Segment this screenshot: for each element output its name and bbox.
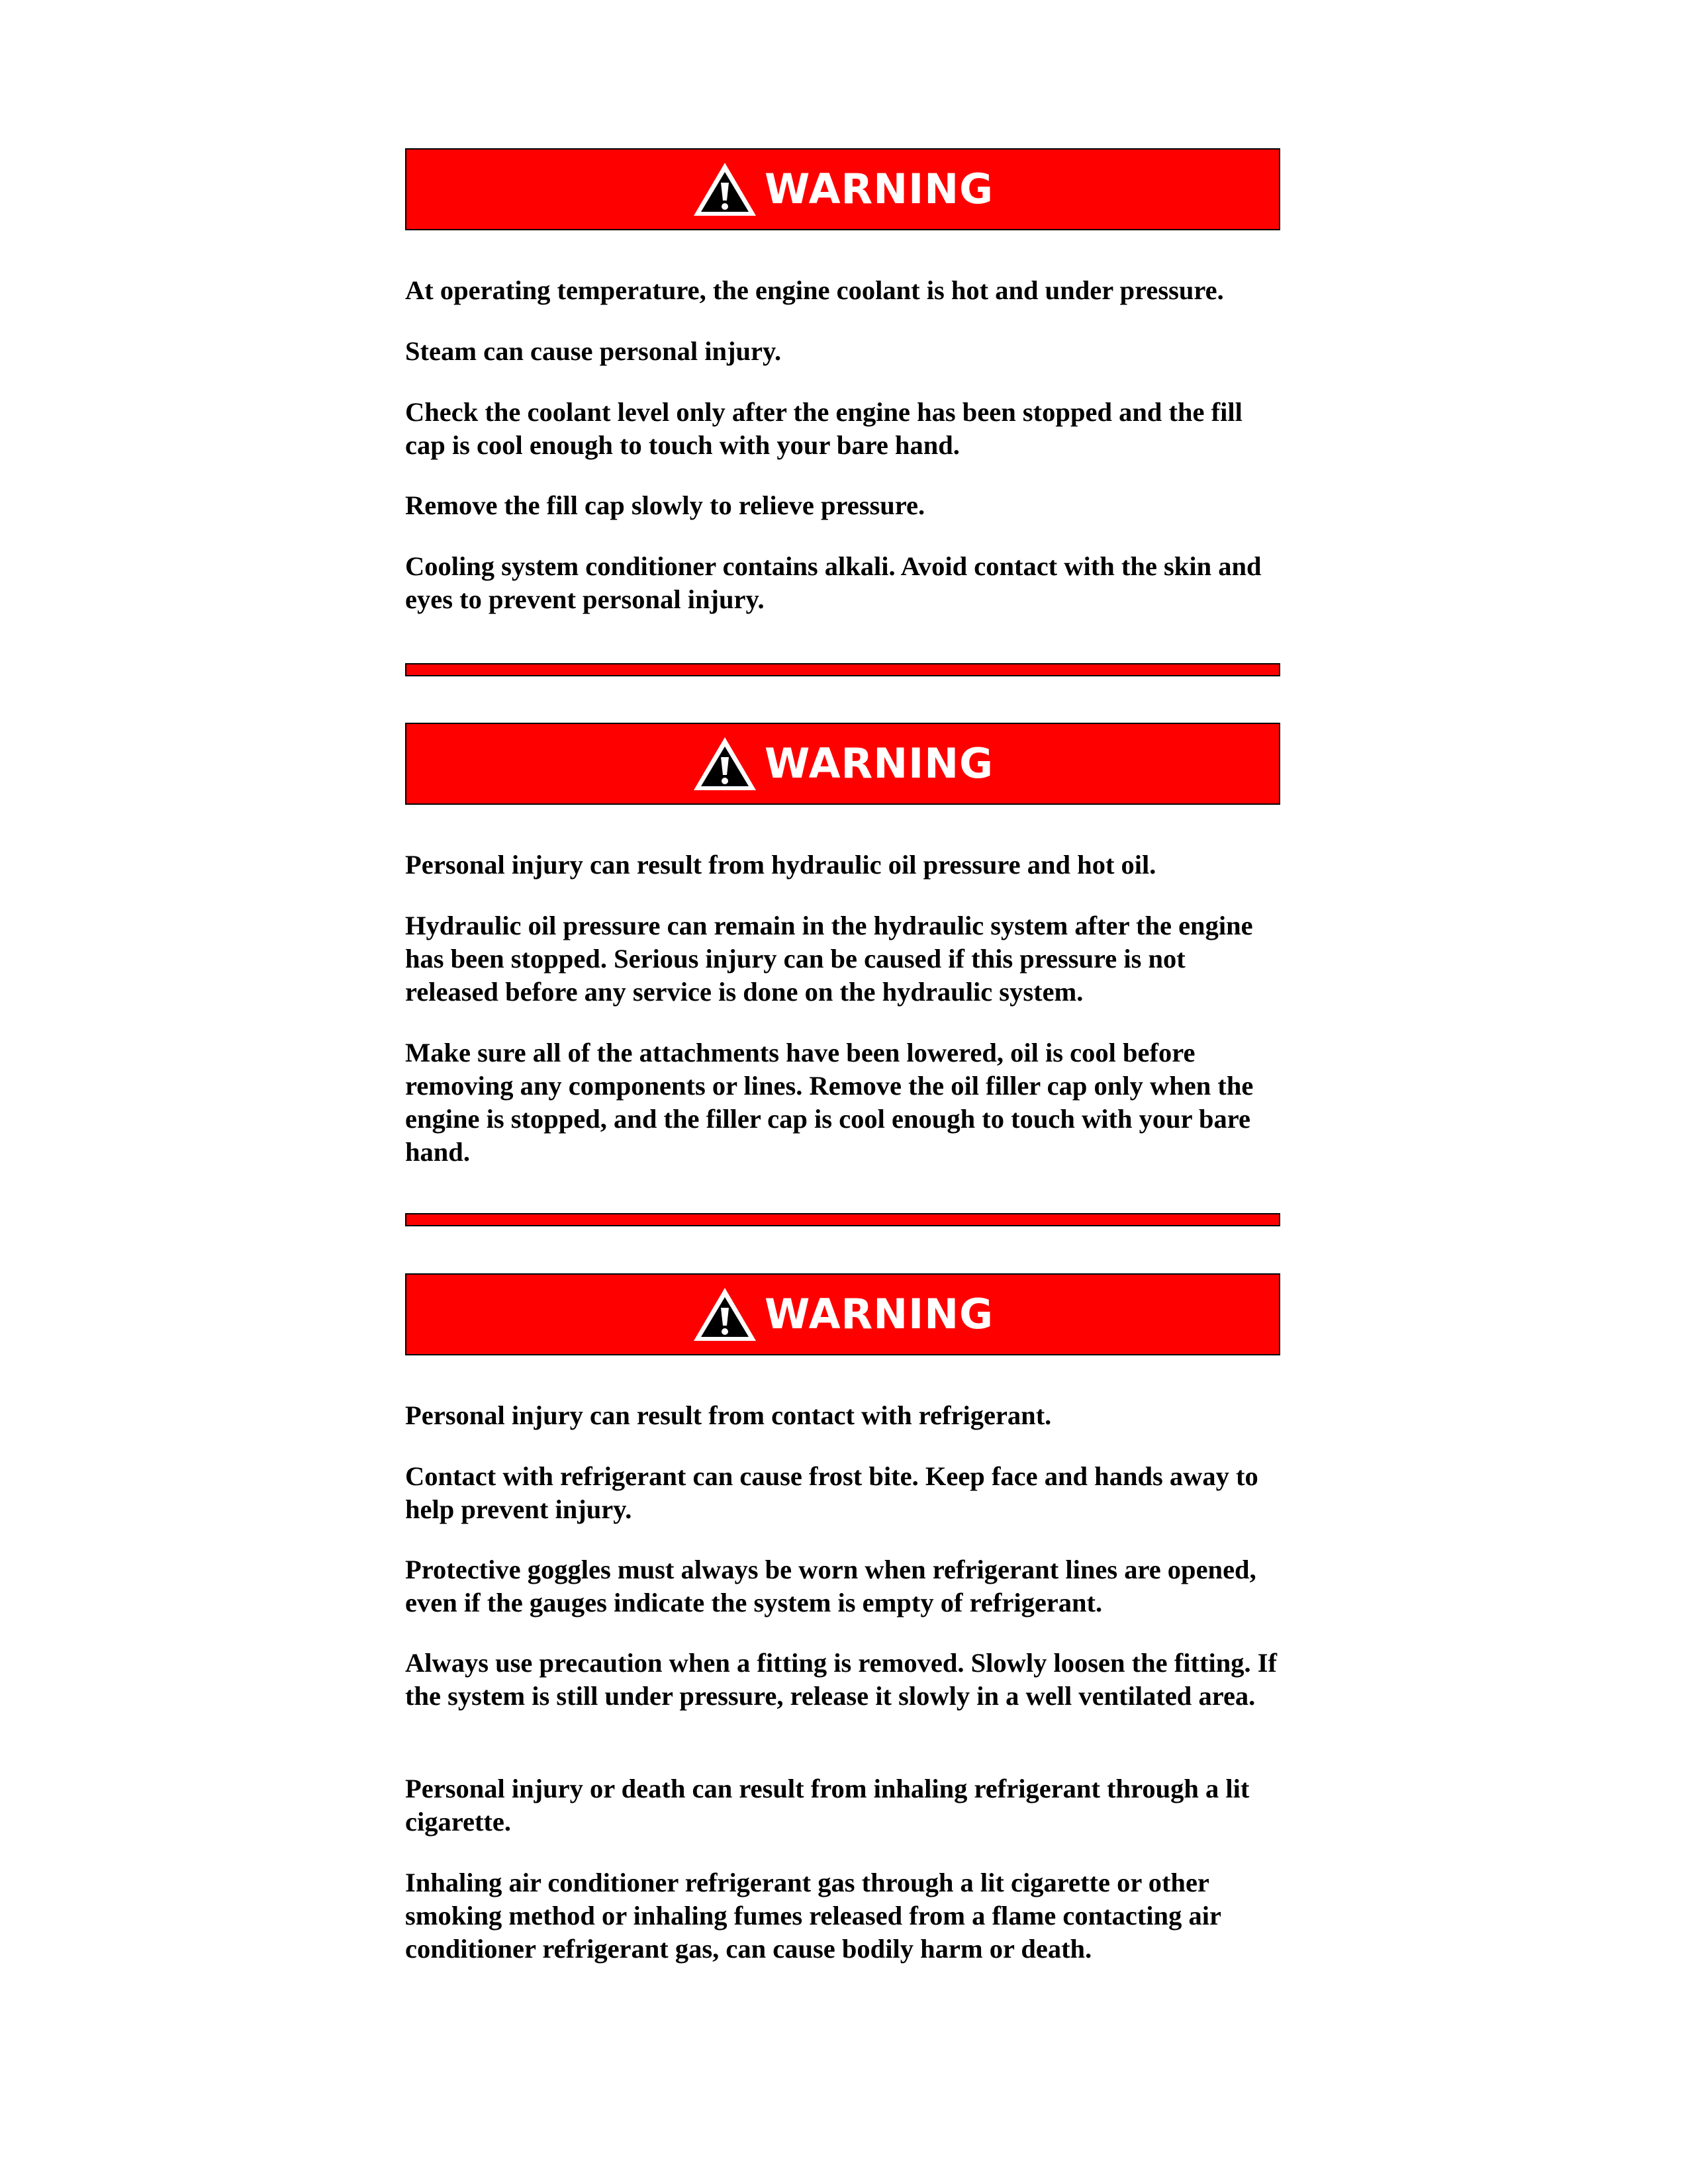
warning-paragraph: Hydraulic oil pressure can remain in the hydraulic system after the engine has been stopped. Serious injury can be caused if this pressure is not released before any service is done on the hydraulic system. (405, 911, 1253, 1007)
warning-banner-1 (405, 148, 1280, 230)
warning-paragraph: Personal injury can result from contact with refrigerant. (405, 1400, 1052, 1430)
warning-banner-label: WARNING (764, 739, 994, 788)
warning-paragraph: Make sure all of the attachments have been lowered, oil is cool before removing any components or lines. Remove the oil filler cap only when the engine is stopped, and the filler cap is cool enough to touch with your bare hand. (405, 1038, 1254, 1167)
warning-paragraph: Inhaling air conditioner refrigerant gas through a lit cigarette or other smoking method or inhaling fumes released from a flame contacting air conditioner refrigerant gas, can cause bodily harm or death. (405, 1868, 1221, 1964)
section-divider-1 (405, 663, 1280, 676)
warning-triangle-icon (692, 1286, 758, 1343)
warning-paragraph: Protective goggles must always be worn when refrigerant lines are opened, even if the gauges indicate the system is empty of refrigerant. (405, 1555, 1256, 1617)
warning-paragraph: At operating temperature, the engine coolant is hot and under pressure. (405, 275, 1224, 305)
warning-triangle-icon (692, 735, 758, 792)
warning-paragraph: Personal injury can result from hydraulic oil pressure and hot oil. (405, 850, 1156, 880)
warning-banner-label: WARNING (764, 165, 994, 213)
warning-banner-3 (405, 1273, 1280, 1355)
warning-triangle-icon (692, 161, 758, 218)
warning-paragraph: Cooling system conditioner contains alkali. Avoid contact with the skin and eyes to prevent personal injury. (405, 551, 1262, 614)
warning-banner-label: WARNING (764, 1290, 994, 1338)
warning-paragraph: Steam can cause personal injury. (405, 336, 782, 366)
warning-paragraph: Always use precaution when a fitting is removed. Slowly loosen the fitting. If the system is still under pressure, release it slowly in a well ventilated area. (405, 1648, 1278, 1711)
warning-paragraph: Remove the fill cap slowly to relieve pressure. (405, 490, 925, 520)
warning-banner-2 (405, 723, 1280, 805)
warning-paragraph: Personal injury or death can result from inhaling refrigerant through a lit cigarette. (405, 1774, 1250, 1837)
warning-paragraph: Contact with refrigerant can cause frost bite. Keep face and hands away to help prevent injury. (405, 1461, 1258, 1524)
warning-paragraph: Check the coolant level only after the engine has been stopped and the fill cap is cool enough to touch with your bare hand. (405, 397, 1243, 460)
section-divider-2 (405, 1213, 1280, 1226)
